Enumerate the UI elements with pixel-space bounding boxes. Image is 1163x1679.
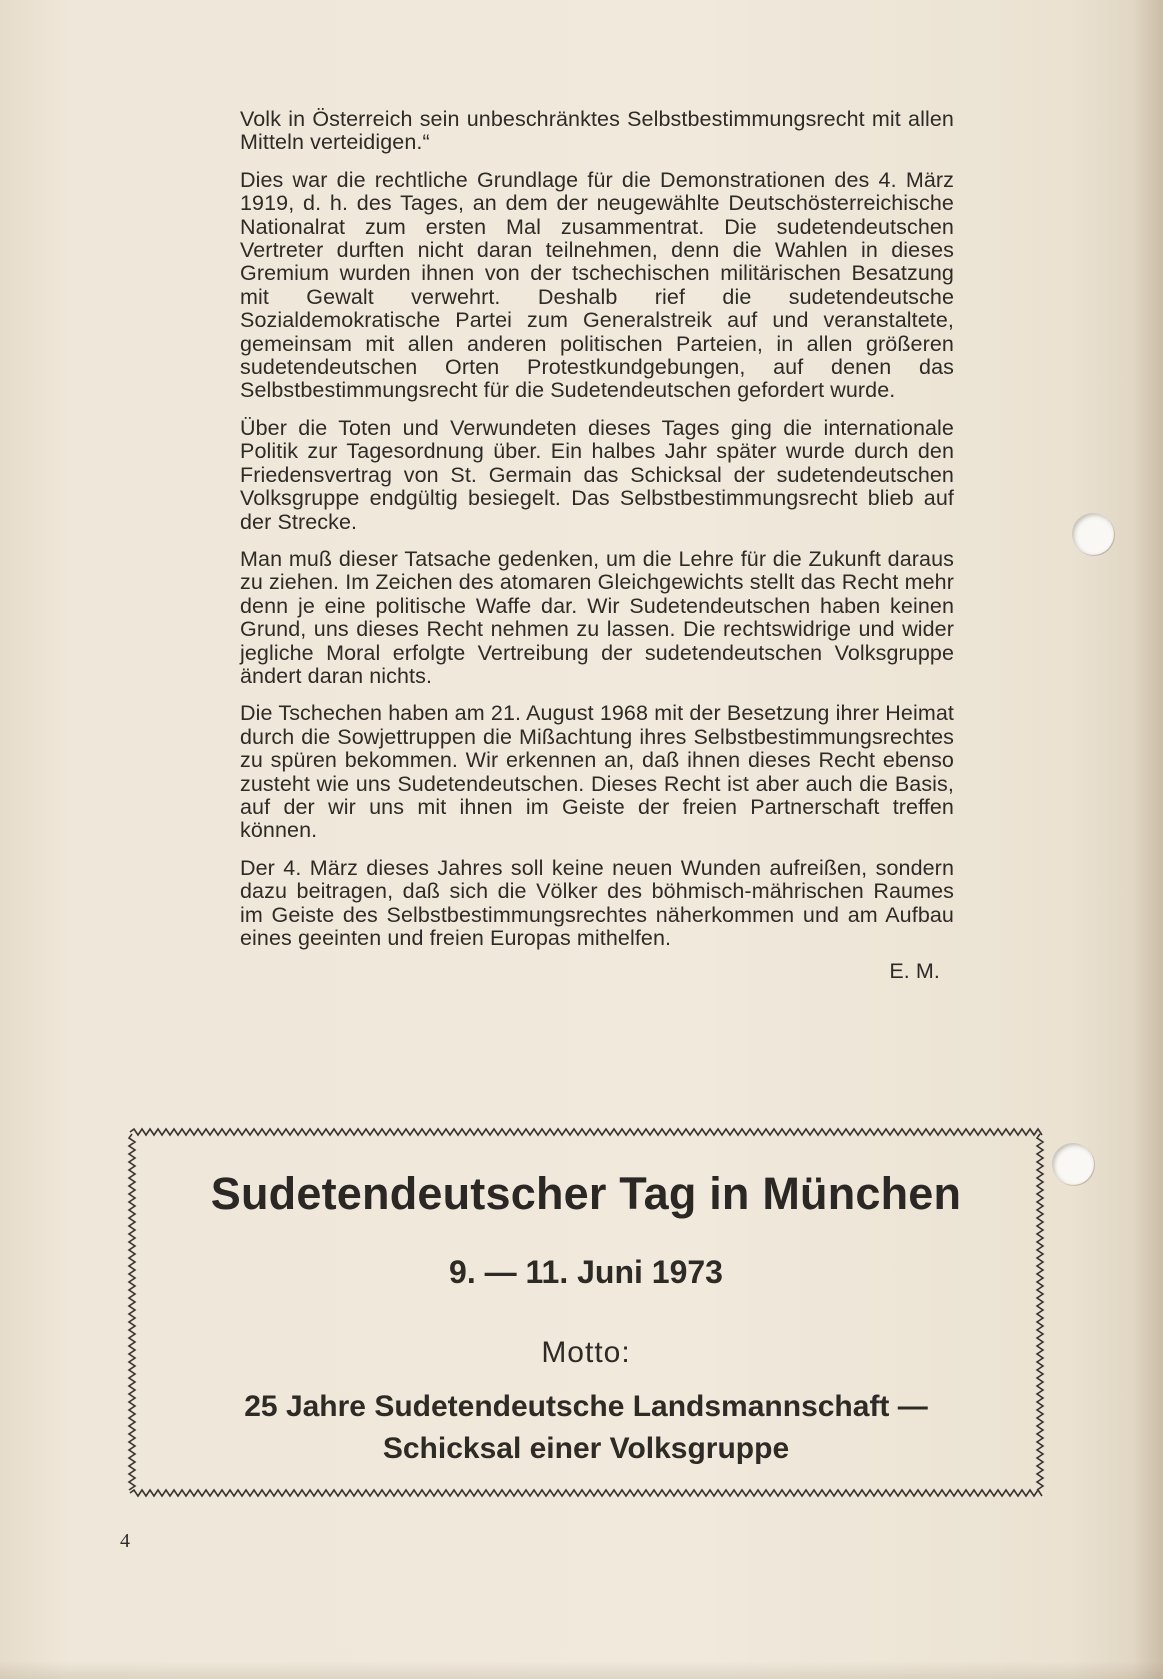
page-bottom-shadow [0, 1661, 1163, 1679]
page-number: 4 [120, 1530, 130, 1552]
page-edge-shadow [1133, 0, 1163, 1679]
motto-line-2: Schicksal einer Volksgruppe [382, 1432, 790, 1465]
article-body [240, 108, 954, 984]
announcement-box [126, 1126, 1046, 1499]
announcement-content [146, 1166, 1026, 1470]
article-paragraph-5: Die Tschechen haben am 21. August 1968 mit der Besetzung ihrer Heimat durch die Sowjettruppen die Mißachtung ihres Selbstbestimmungsrechtes zu spüren bekommen. Wir erkennen an, daß ihnen dieses Recht ebenso zusteht wie uns Sudetendeutschen. Dieses Recht ist aber auch die Basis, auf der wir uns mit ihnen im Geiste der freien Partnerschaft treffen können. [240, 701, 954, 843]
article-paragraph-1: Volk in Österreich sein unbeschränktes Selbstbestimmungsrecht mit allen Mitteln verteidigen.“ [240, 107, 954, 155]
motto-label: Motto: [541, 1336, 631, 1369]
motto-text [146, 1386, 1026, 1470]
author-signature: E. M. [889, 959, 940, 984]
article-paragraph-3: Über die Toten und Verwundeten dieses Tages ging die internationale Politik zur Tagesordnung über. Ein halbes Jahr später wurde durch den Friedensvertrag von St. Germain das Schicksal der sudetendeutschen Volksgruppe endgültig besiegelt. Das Selbstbestimmungsrecht blieb auf der Strecke. [240, 415, 954, 534]
punch-hole-top [1072, 513, 1114, 555]
article-paragraph-6: Der 4. März dieses Jahres soll keine neuen Wunden aufreißen, sondern dazu beitragen, daß sich die Völker des böhmisch-mährischen Raumes im Geiste des Selbstbestimmungsrechtes näherkommen und am Aufbau eines geeinten und freien Europas mithelfen. [240, 855, 954, 950]
article-paragraph-4: Man muß dieser Tatsache gedenken, um die Lehre für die Zukunft daraus zu ziehen. Im Zeichen des atomaren Gleichgewichts stellt das Recht mehr denn je eine politische Waffe dar. Wir Sudetendeutschen haben keinen Grund, uns dieses Recht nehmen zu lassen. Die rechtswidrige und wider jegliche Moral erfolgte Vertreibung der sudetendeutschen Volksgruppe ändert daran nichts. [240, 546, 954, 688]
announcement-date: 9. — 11. Juni 1973 [449, 1254, 723, 1290]
punch-hole-bottom [1052, 1143, 1094, 1185]
article-paragraph-2: Dies war die rechtliche Grundlage für die Demonstrationen des 4. März 1919, d. h. des Tages, an dem der neugewählte Deutschösterreichische Nationalrat zum ersten Mal zusammentrat. Die sudetendeutschen Vertreter durften nicht daran teilnehmen, denn die Wahlen in dieses Gremium wurden ihnen von der tschechischen militärischen Besatzung mit Gewalt verwehrt. Deshalb rief die sudetendeutsche Sozialdemokratische Partei zum Generalstreik auf und veranstaltete, gemeinsam mit allen anderen politischen Parteien, in allen größeren sudetendeutschen Orten Protestkundgebungen, auf denen das Selbstbestimmungsrecht für die Sudetendeutschen gefordert wurde. [240, 167, 954, 403]
announcement-title: Sudetendeutscher Tag in München [210, 1168, 962, 1219]
motto-line-1: 25 Jahre Sudetendeutsche Landsmannschaft — [244, 1390, 928, 1423]
